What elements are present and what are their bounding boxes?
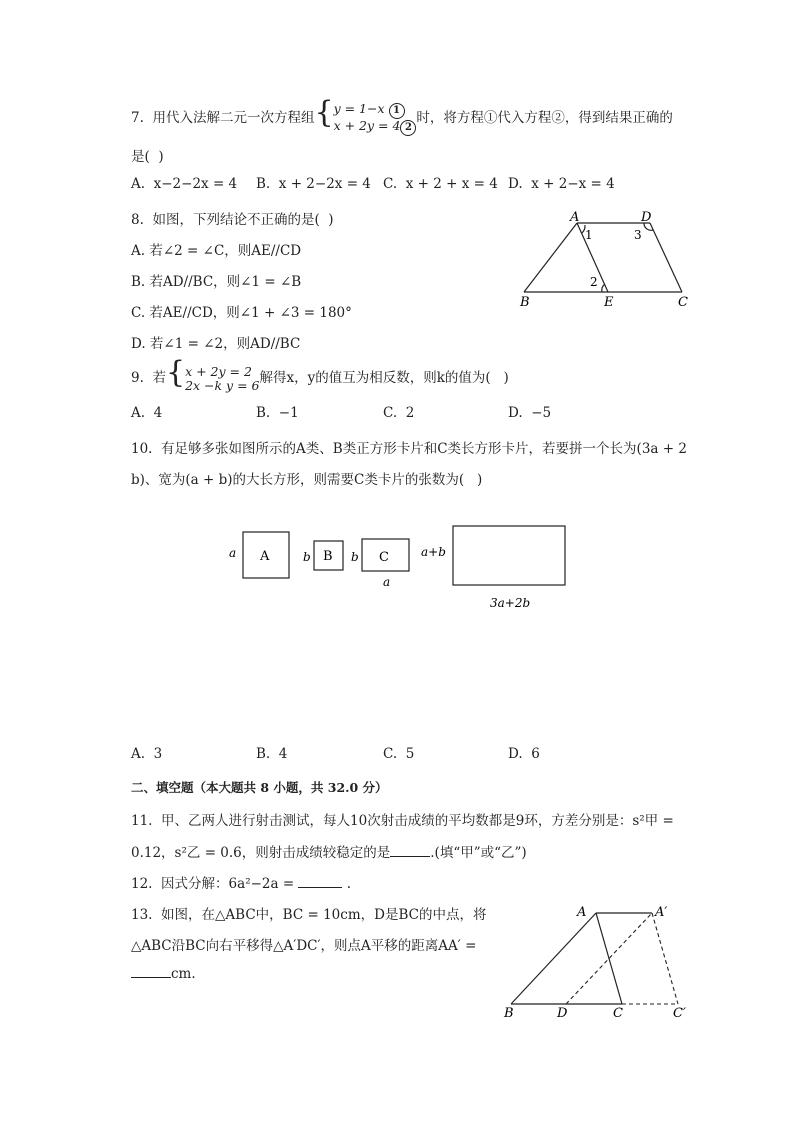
label-b-side: b	[303, 550, 311, 564]
q11-line1: 11. 甲、乙两人进行射击测试，每人10次射击成绩的平均数都是9环，方差分别是：s²甲 =	[131, 813, 674, 829]
q13-line3	[131, 965, 196, 982]
label-b: B	[520, 295, 530, 310]
segment-dc	[650, 223, 682, 292]
label-card-b: B	[323, 549, 333, 564]
q8-figure	[510, 205, 710, 315]
label-c-prime: C′	[673, 1006, 686, 1021]
q13-line3-tail: cm.	[171, 966, 196, 982]
label-a: A	[577, 905, 587, 920]
label-d: D	[557, 1006, 568, 1021]
q8-option-b: B. 若AD//BC，则∠1 = ∠B	[131, 274, 302, 290]
label-a-plus-b: a+b	[421, 545, 446, 559]
q12-line	[131, 872, 351, 892]
q7-eq1-mark: 1	[389, 103, 405, 119]
answer-blank	[390, 844, 430, 857]
label-card-a: A	[260, 549, 270, 564]
q13-line1: 13. 如图，在△ABC中，BC = 10cm，D是BC的中点，将	[131, 907, 487, 923]
q7-eq1: y = 1−x	[333, 100, 385, 116]
q11-line2	[131, 841, 527, 861]
label-c: C	[613, 1006, 623, 1021]
q7-option-a: A. x−2−2x = 4	[131, 176, 238, 192]
q9-option-b: B. −1	[256, 405, 299, 421]
q9-option-c: C. 2	[383, 405, 415, 421]
system-brace: {	[314, 95, 334, 130]
q10-option-d: D. 6	[508, 746, 540, 762]
label-e: E	[604, 295, 614, 310]
q12-lead: 12. 因式分解：6a²−2a =	[131, 876, 299, 892]
segment-ab	[524, 223, 577, 292]
q9-option-d: D. −5	[508, 405, 552, 421]
label-card-c: C	[379, 550, 389, 565]
q7-option-c: C. x + 2 + x = 4	[383, 176, 498, 192]
q9-lead: 9. 若	[131, 370, 166, 386]
q10-line2: b)、宽为(a + b)的大长方形，则需要C类卡片的张数为( )	[131, 472, 483, 488]
q10-line1: 10. 有足够多张如图所示的A类、B类正方形卡片和C类长方形卡片，若要拼一个长为(3a + 2	[131, 441, 687, 457]
label-a-side: a	[229, 546, 237, 560]
q8-stem: 8. 如图，下列结论不正确的是( )	[131, 212, 334, 228]
system-brace: {	[165, 355, 186, 390]
segment-ab	[511, 913, 596, 1004]
q13-figure	[497, 900, 717, 1025]
q7-option-b: B. x + 2−2x = 4	[256, 176, 371, 192]
segment-ap-cp	[652, 913, 678, 1004]
q10-figure	[222, 520, 582, 620]
q8-option-a: A. 若∠2 = ∠C，则AE//CD	[131, 243, 302, 259]
answer-blank	[298, 875, 342, 888]
q7-line1	[131, 95, 673, 136]
label-d: D	[641, 210, 652, 225]
q10-option-a: A. 3	[131, 746, 163, 762]
q8-option-d: D. 若∠1 = ∠2，则AD//BC	[131, 336, 301, 352]
q7-option-d: D. x + 2−x = 4	[508, 176, 615, 192]
q7-eq2: x + 2y = 4	[333, 117, 401, 133]
q11-line2-text: 0.12，s²乙 = 0.6，则射击成绩较稳定的是	[131, 845, 391, 861]
q9-line	[131, 355, 509, 396]
q9-tail: 解得x，y的值互为相反数，则k的值为( )	[259, 370, 509, 386]
label-angle-2: 2	[590, 275, 598, 289]
label-3a-plus-2b: 3a+2b	[490, 596, 531, 610]
q9-eq1: x + 2y = 2	[185, 363, 252, 379]
q12-tail: .	[342, 876, 352, 892]
q7-equation-system	[334, 102, 417, 136]
label-b-side-c: b	[351, 550, 359, 564]
answer-blank	[131, 965, 171, 978]
q7-eq2-mark: 2	[400, 120, 416, 136]
label-a: A	[570, 210, 580, 225]
label-angle-3: 3	[634, 228, 642, 242]
q10-option-b: B. 4	[256, 746, 288, 762]
q9-option-a: A. 4	[131, 405, 163, 421]
segment-ac	[596, 913, 622, 1004]
q13-line2: △ABC沿BC向右平移得△A′DC′，则点A平移的距离AA′ =	[131, 938, 477, 954]
q7-lead: 7. 用代入法解二元一次方程组	[131, 110, 315, 126]
label-angle-1: 1	[585, 228, 593, 242]
label-a-prime: A′	[655, 905, 668, 920]
label-a-bottom: a	[383, 575, 391, 589]
q7-tail: 时，将方程①代入方程②，得到结果正确的	[416, 110, 673, 126]
big-rectangle	[453, 526, 565, 585]
section-title: 二、填空题（本大题共 8 小题，共 32.0 分）	[131, 780, 388, 795]
q9-equation-system	[185, 365, 259, 393]
label-c: C	[678, 295, 688, 310]
q11-line2-tail: .(填“甲”或“乙”)	[430, 845, 527, 861]
q8-option-c: C. 若AE//CD，则∠1 + ∠3 = 180°	[131, 305, 352, 321]
q7-line2: 是( )	[131, 149, 164, 165]
label-b: B	[504, 1006, 514, 1021]
q10-option-c: C. 5	[383, 746, 415, 762]
q9-eq2: 2x −k y = 6	[185, 377, 260, 393]
